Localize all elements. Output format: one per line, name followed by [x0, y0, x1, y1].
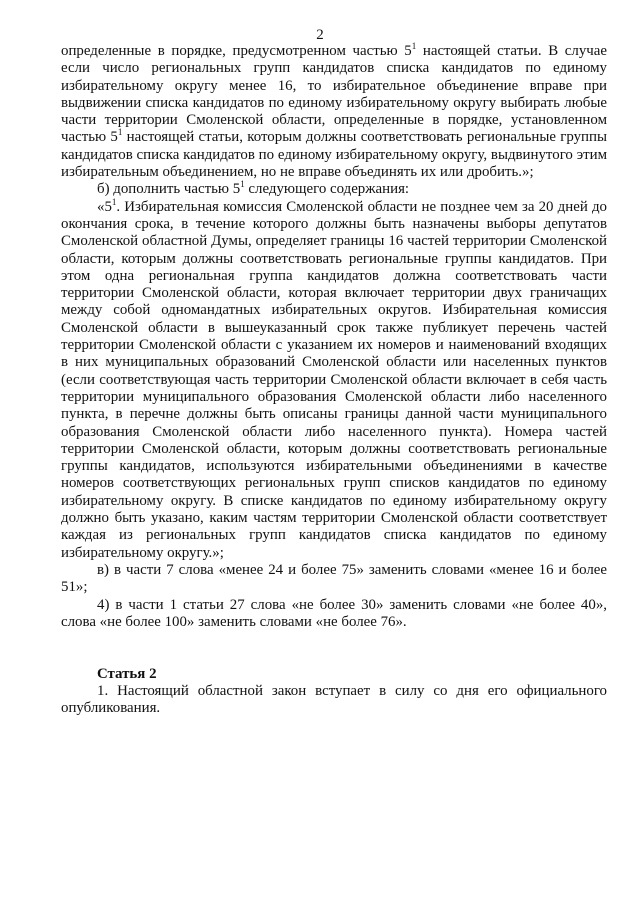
superscript: 1: [111, 196, 117, 207]
page-number: 2: [316, 27, 324, 43]
paragraph-part-5-1: [61, 196, 607, 562]
spacer: [61, 648, 607, 665]
paragraph-continuation: [61, 43, 607, 181]
paragraph-article-2-item-1: 1. Настоящий областной закон вступает в силу со дня его официального опубликования.: [61, 682, 607, 717]
paragraph-text: «5: [97, 198, 112, 215]
paragraph-text: определенные в порядке, предусмотренном частью 5: [61, 43, 412, 59]
spacer: [61, 631, 607, 648]
paragraph-amendment-v: в) в части 7 слова «менее 24 и более 75» заменить словами «менее 16 и более 51»;: [61, 561, 607, 596]
paragraph-text: следующего содержания:: [244, 181, 410, 198]
document-body: [61, 43, 607, 718]
superscript: 1: [411, 41, 417, 51]
superscript: 1: [117, 127, 123, 138]
paragraph-text: б) дополнить частью 5: [97, 181, 241, 198]
superscript: 1: [240, 179, 245, 190]
paragraph-amendment-b: [61, 181, 607, 198]
paragraph-text: . Избирательная комиссия Смоленской области не позднее чем за 20 дней до окончания срока, в течение которого должны быть назначены выборы депутатов Смоленской областной Думы, определяет границы 16 частей территории Смоленской области, которым должны соответствовать региональные группы кандидатов. При этом одна региональная группа кандидатов должна соответствовать части территории Смоленской области, которая включает территории двух граничащих между собой одномандатных избирательных округов. Избирательная комиссия Смоленской области в вышеуказанный срок также публикует перечень частей территории Смоленской области с указанием их номеров и наименований входящих в них муниципальных образований Смоленской области или населенных пунктов (если соответствующая часть территории Смоленской области включает в себя часть территории муниципального образования Смоленской области либо населенного пункта, в перечне должны быть описаны границы данной части муниципального образования Смоленской области либо населенного пункта). Номера частей территории Смоленской области, которым должны соответствовать региональные группы кандидатов, используются избирательными объединениями в качестве номеров соответствующих региональных групп списков кандидатов по единому избирательному округу. В списке кандидатов по единому избирательному округу должно быть указано, каким частям территории Смоленской области соответствует каждая из региональных групп кандидатов списка кандидатов по единому избирательному округу.»;: [61, 198, 607, 561]
article-heading: Статья 2: [97, 665, 157, 682]
paragraph-text: настоящей статьи. В случае если число региональных групп кандидатов списка кандидатов по единому избирательному округу менее 16, то избирательное объединение вправе при выдвижении списка кандидатов по единому избирательному округу выбирать любые части территории Смоленской области, определенные в порядке, установленном частью 5: [61, 43, 607, 146]
paragraph-item-4: 4) в части 1 статьи 27 слова «не более 30» заменить словами «не более 40», слова «не более 100» заменить словами «не более 76».: [61, 596, 607, 630]
paragraph-text: настоящей статьи, которым должны соответствовать региональные группы кандидатов списка кандидатов по единому избирательному округу, выдвинутого этим избирательным объединением, но не вправе объединять их или дробить.»;: [61, 129, 607, 181]
